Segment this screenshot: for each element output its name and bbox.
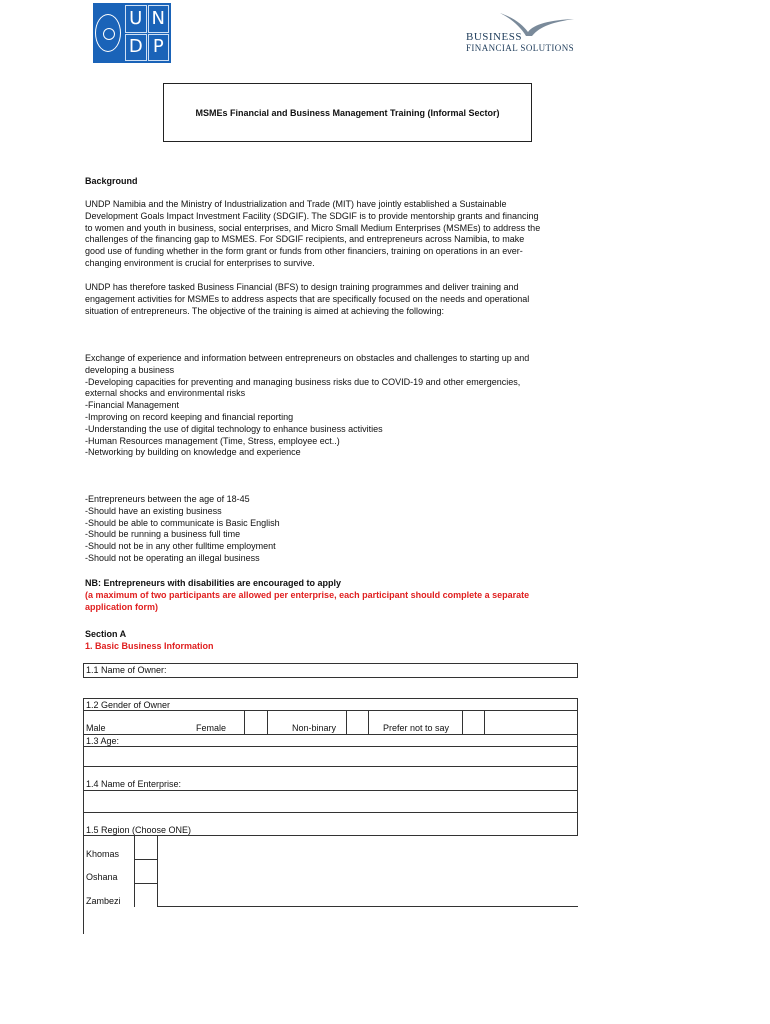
paragraph-line: Development Goals Impact Investment Facility (SDGIF). The SDGIF is to provide mentorship grants and financing [85, 210, 539, 221]
document-title: MSMEs Financial and Business Management Training (Informal Sector) [195, 107, 500, 118]
objective-item: -Understanding the use of digital technology to enhance business activities [85, 423, 383, 434]
nb-disabilities-note: NB: Entrepreneurs with disabilities are encouraged to apply [85, 578, 342, 588]
gender-option-non-binary: Non-binary [292, 723, 337, 733]
owner-name-field[interactable] [190, 664, 576, 677]
background-paragraph-1 [85, 199, 565, 270]
criteria-item: -Entrepreneurs between the age of 18-45 [85, 494, 250, 504]
objective-item: -Improving on record keeping and financial reporting [85, 411, 294, 422]
objective-item: Exchange of experience and information between entrepreneurs on obstacles and challenges to starting up and [85, 353, 530, 363]
undp-letter: U [126, 6, 146, 32]
objective-item: -Developing capacities for preventing and managing business risks due to COVID-19 and other emergencies, [85, 376, 521, 387]
eligibility-criteria-list [85, 494, 565, 565]
undp-letter: D [126, 35, 146, 61]
region-label: 1.5 Region (Choose ONE) [86, 825, 192, 835]
region-option-khomas: Khomas [86, 849, 120, 859]
paragraph-line: engagement activities for MSMEs to address aspects that are specifically focused on the needs and operational [85, 293, 530, 304]
region-zambezi-checkbox[interactable] [135, 884, 157, 906]
region-option-oshana: Oshana [86, 872, 118, 882]
section-heading: 1. Basic Business Information [85, 640, 214, 651]
gender-female-checkbox[interactable] [245, 711, 267, 733]
nb-notice [85, 578, 575, 613]
gender-option-female: Female [196, 723, 227, 733]
enterprise-name-label: 1.4 Name of Enterprise: [86, 779, 182, 789]
undp-letter: N [149, 6, 169, 32]
criteria-item: -Should be running a business full time [85, 529, 241, 540]
enterprise-name-field[interactable] [84, 791, 576, 812]
objective-item: external shocks and environmental risks [85, 388, 246, 399]
criteria-item: -Should not be operating an illegal business [85, 552, 260, 563]
age-field[interactable] [84, 747, 576, 766]
document-title-box [163, 83, 532, 142]
section-header [85, 629, 214, 653]
region-oshana-checkbox[interactable] [135, 860, 157, 883]
owner-name-label: 1.1 Name of Owner: [86, 665, 167, 675]
paragraph-line: to women and youth in business, social enterprises, and Micro Small Medium Enterprises (MSMEs) to address the [85, 222, 541, 233]
gender-prefer-not-checkbox[interactable] [463, 711, 484, 733]
objective-item: developing a business [85, 364, 175, 375]
nb-participants-note: (a maximum of two participants are allowed per enterprise, each participant should complete a separate [85, 589, 530, 600]
region-khomas-checkbox[interactable] [135, 836, 157, 859]
paragraph-line: good use of funding whether in the form grant or funds from other financiers, training on operations in an ever- [85, 246, 523, 257]
paragraph-line: changing environment is crucial for enterprises to survive. [85, 257, 315, 268]
bfs-logo-line1: BUSINESS [466, 31, 522, 43]
bfs-logo [462, 10, 576, 60]
objective-item: -Financial Management [85, 400, 180, 411]
objective-item: -Networking by building on knowledge and experience [85, 447, 301, 458]
criteria-item: -Should be able to communicate is Basic English [85, 517, 280, 528]
gender-label: 1.2 Gender of Owner [86, 700, 171, 710]
region-option-zambezi: Zambezi [86, 896, 121, 906]
paragraph-line: challenges of the financing gap to MSMES. For SDGIF recipients, and entrepreneurs across Namibia, to make [85, 234, 525, 245]
gender-option-male: Male [86, 723, 106, 733]
age-label: 1.3 Age: [86, 736, 120, 746]
paragraph-line: UNDP Namibia and the Ministry of Industrialization and Trade (MIT) have jointly established a Sustainable [85, 199, 507, 209]
paragraph-line: situation of entrepreneurs. The objective of the training is aimed at achieving the following: [85, 305, 445, 316]
un-emblem-icon [95, 14, 121, 52]
criteria-item: -Should have an existing business [85, 505, 222, 516]
background-paragraph-2 [85, 282, 565, 317]
bfs-logo-line2: FINANCIAL SOLUTIONS [466, 43, 575, 53]
nb-participants-note-cont: application form) [85, 601, 159, 612]
criteria-item: -Should not be in any other fulltime employment [85, 541, 276, 552]
gender-non-binary-checkbox[interactable] [347, 711, 368, 733]
undp-letters [126, 6, 168, 60]
section-label: Section A [85, 629, 127, 639]
objective-item: -Human Resources management (Time, Stress, employee ect..) [85, 435, 340, 446]
paragraph-line: UNDP has therefore tasked Business Financial (BFS) to design training programmes and deliver training and [85, 282, 519, 292]
gender-option-prefer-not-to-say: Prefer not to say [383, 723, 450, 733]
objectives-list [85, 353, 565, 459]
undp-letter: P [149, 35, 169, 61]
background-heading: Background [85, 176, 138, 186]
undp-logo [93, 3, 171, 63]
